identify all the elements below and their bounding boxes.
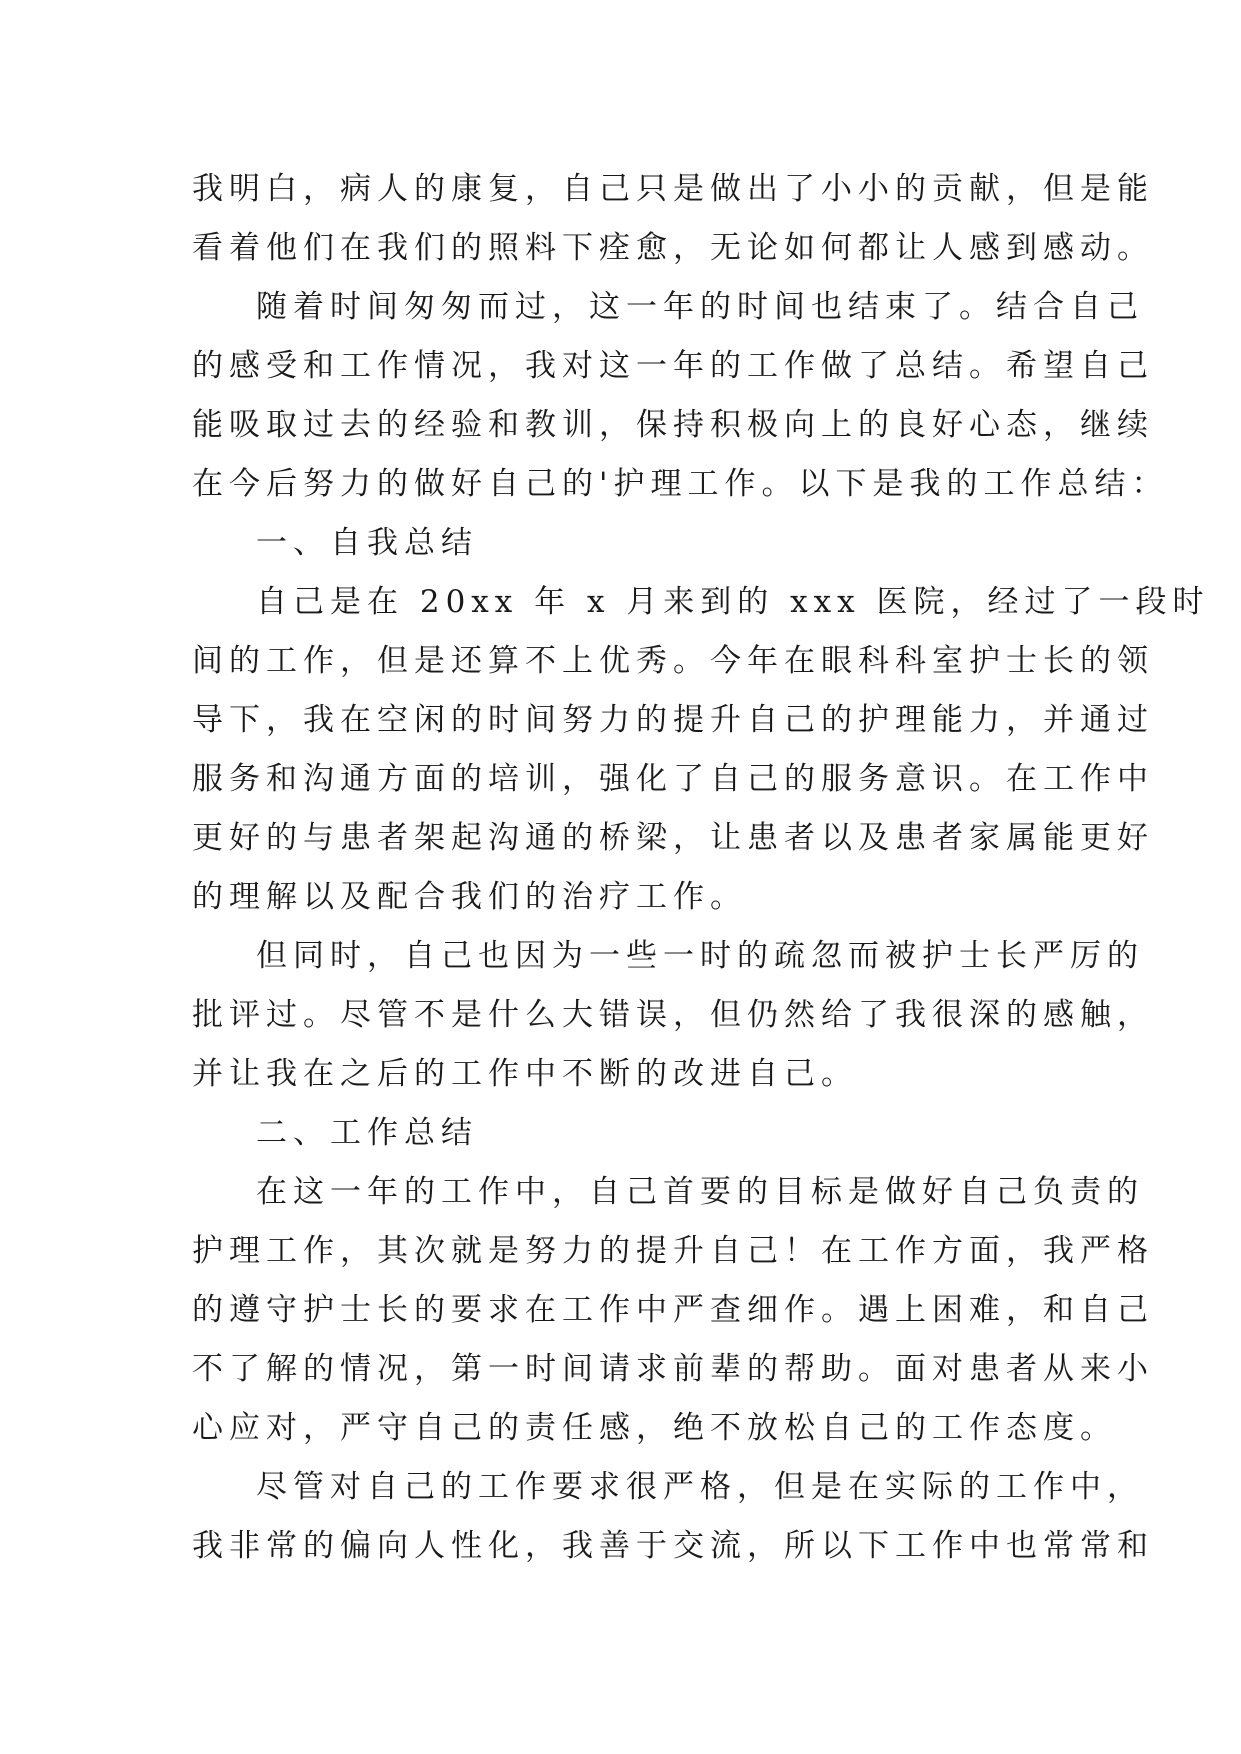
- text-line: 导下，我在空闲的时间努力的提升自己的护理能力，并通过: [192, 702, 1154, 738]
- paragraph-first-line: 一、自我总结: [256, 525, 478, 561]
- text-line: 的感受和工作情况，我对这一年的工作做了总结。希望自己: [192, 348, 1154, 384]
- paragraph-first-line: 自己是在 20xx 年 x 月来到的 xxx 医院，经过了一段时: [256, 584, 1210, 620]
- paragraph-first-line: 二、工作总结: [256, 1115, 478, 1151]
- text-line: 更好的与患者架起沟通的桥梁，让患者以及患者家属能更好: [192, 820, 1154, 856]
- text-line: 在今后努力的做好自己的'护理工作。以下是我的工作总结：: [192, 466, 1169, 502]
- document-body: [192, 160, 1210, 1576]
- text-line: 心应对，严守自己的责任感，绝不放松自己的工作态度。: [192, 1410, 1117, 1446]
- text-line: 我非常的偏向人性化，我善于交流，所以下工作中也常常和: [192, 1528, 1154, 1564]
- text-line: 的理解以及配合我们的治疗工作。: [192, 879, 747, 915]
- text-line: 我明白，病人的康复，自己只是做出了小小的贡献，但是能: [192, 171, 1154, 207]
- text-line: 护理工作，其次就是努力的提升自己！在工作方面，我严格: [192, 1233, 1154, 1269]
- paragraph-first-line: 尽管对自己的工作要求很严格，但是在实际的工作中，: [256, 1469, 1144, 1505]
- text-line: 能吸取过去的经验和教训，保持积极向上的良好心态，继续: [192, 407, 1154, 443]
- paragraph-first-line: 随着时间匆匆而过，这一年的时间也结束了。结合自己: [256, 289, 1144, 325]
- text-line: 间的工作，但是还算不上优秀。今年在眼科科室护士长的领: [192, 643, 1154, 679]
- text-line: 并让我在之后的工作中不断的改进自己。: [192, 1056, 858, 1092]
- text-line: 看着他们在我们的照料下痊愈，无论如何都让人感到感动。: [192, 230, 1154, 266]
- text-line: 服务和沟通方面的培训，强化了自己的服务意识。在工作中: [192, 761, 1154, 797]
- text-line: 批评过。尽管不是什么大错误，但仍然给了我很深的感触，: [192, 997, 1154, 1033]
- paragraph-first-line: 在这一年的工作中，自己首要的目标是做好自己负责的: [256, 1174, 1144, 1210]
- text-line: 的遵守护士长的要求在工作中严查细作。遇上困难，和自己: [192, 1292, 1154, 1328]
- text-line: 不了解的情况，第一时间请求前辈的帮助。面对患者从来小: [192, 1351, 1154, 1387]
- paragraph-first-line: 但同时，自己也因为一些一时的疏忽而被护士长严厉的: [256, 938, 1144, 974]
